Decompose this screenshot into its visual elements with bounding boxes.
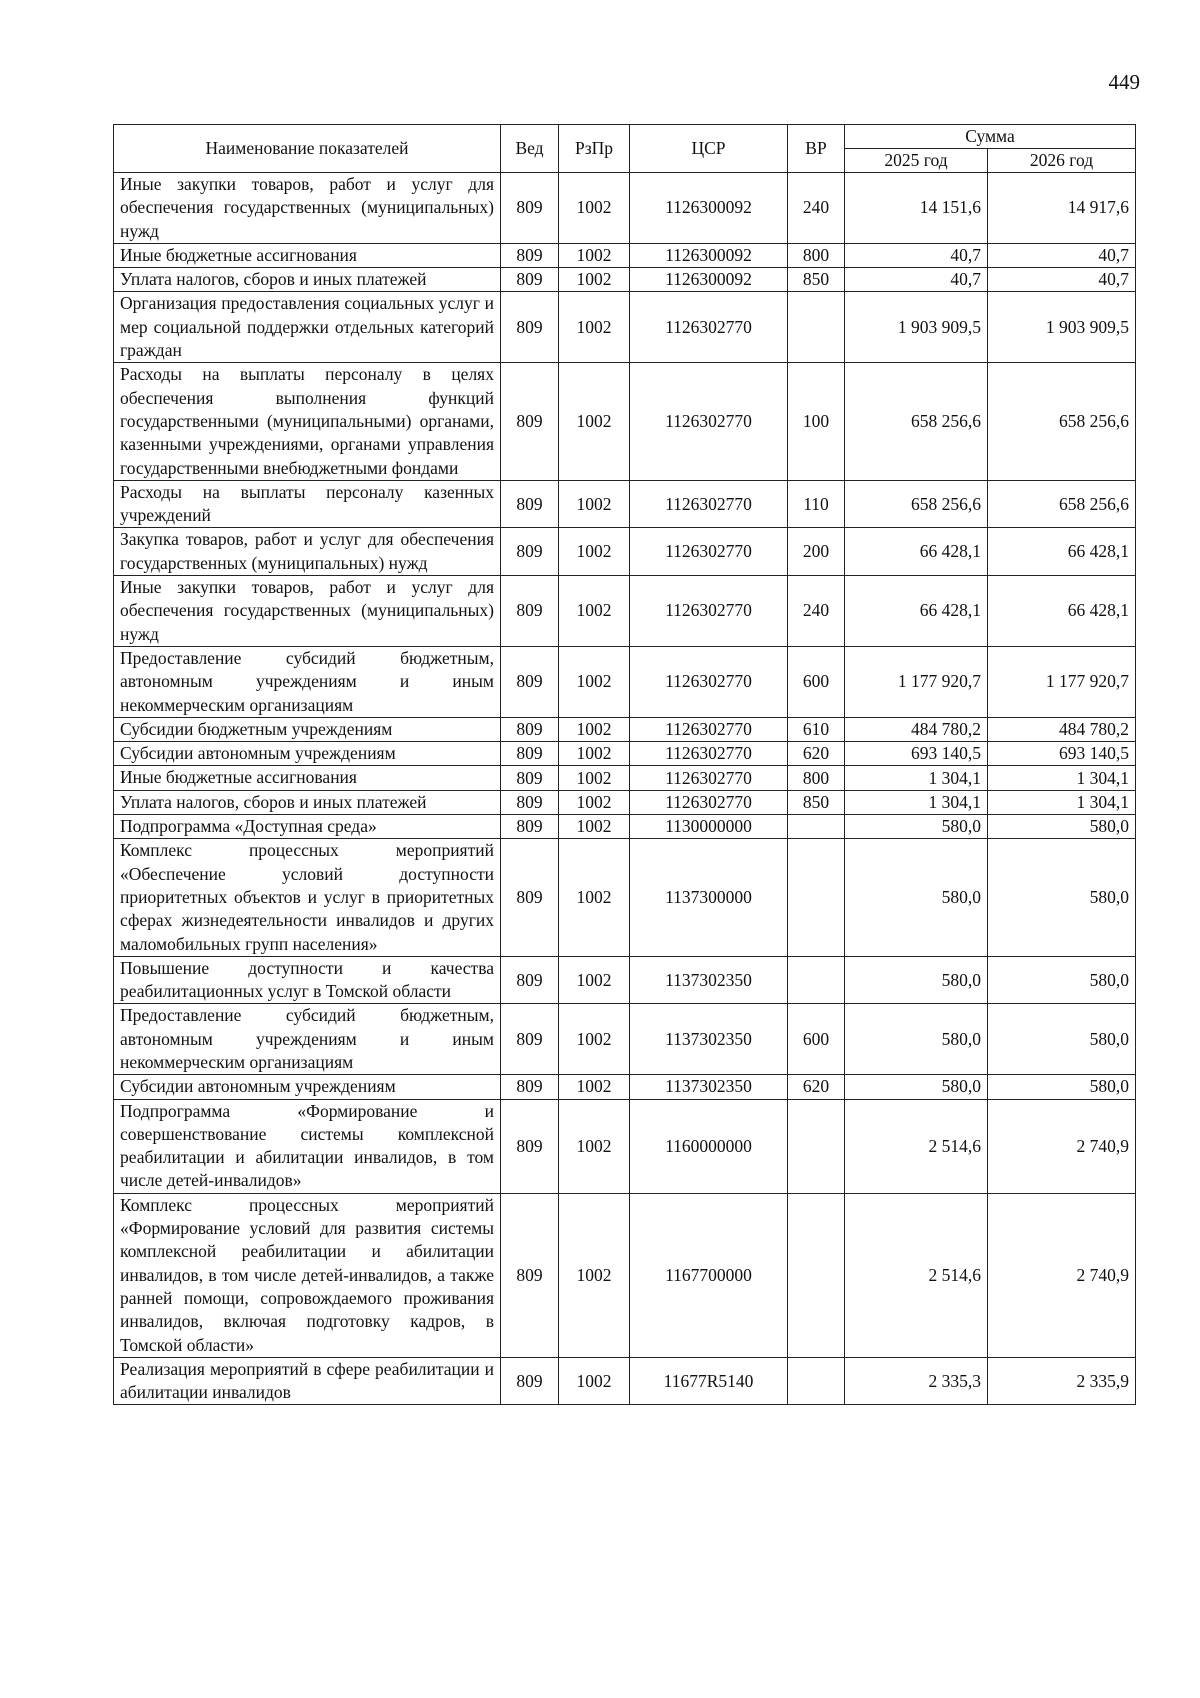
cell-rzpr: 1002 bbox=[559, 1075, 630, 1099]
cell-ved: 809 bbox=[501, 717, 559, 741]
cell-vr: 620 bbox=[788, 742, 845, 766]
cell-vr: 200 bbox=[788, 528, 845, 576]
table-body bbox=[114, 173, 1136, 1405]
table-row bbox=[114, 815, 1136, 839]
cell-sum-2025: 580,0 bbox=[845, 815, 988, 839]
cell-name: Подпрограмма «Формирование и совершенствование системы комплексной реабилитации и абилитации инвалидов, в том числе детей-инвалидов» bbox=[114, 1099, 501, 1193]
table-row bbox=[114, 528, 1136, 576]
cell-sum-2026: 1 304,1 bbox=[988, 790, 1136, 814]
cell-ved: 809 bbox=[501, 815, 559, 839]
cell-sum-2026: 658 256,6 bbox=[988, 480, 1136, 528]
page-number: 449 bbox=[1108, 70, 1140, 94]
cell-sum-2026: 2 740,9 bbox=[988, 1099, 1136, 1193]
cell-csr: 1126302770 bbox=[630, 646, 788, 717]
cell-rzpr: 1002 bbox=[559, 363, 630, 480]
cell-rzpr: 1002 bbox=[559, 1357, 630, 1405]
cell-sum-2025: 693 140,5 bbox=[845, 742, 988, 766]
cell-ved: 809 bbox=[501, 1357, 559, 1405]
cell-rzpr: 1002 bbox=[559, 1193, 630, 1357]
table-row bbox=[114, 1193, 1136, 1357]
cell-sum-2025: 66 428,1 bbox=[845, 528, 988, 576]
cell-name: Предоставление субсидий бюджетным, автономным учреждениям и иным некоммерческим организациям bbox=[114, 646, 501, 717]
header-ved: Вед bbox=[501, 125, 559, 173]
header-vr: ВР bbox=[788, 125, 845, 173]
cell-vr: 800 bbox=[788, 766, 845, 790]
cell-name: Подпрограмма «Доступная среда» bbox=[114, 815, 501, 839]
cell-vr: 610 bbox=[788, 717, 845, 741]
cell-ved: 809 bbox=[501, 243, 559, 267]
table-row bbox=[114, 839, 1136, 956]
cell-rzpr: 1002 bbox=[559, 1004, 630, 1075]
cell-sum-2026: 580,0 bbox=[988, 1075, 1136, 1099]
cell-sum-2025: 658 256,6 bbox=[845, 480, 988, 528]
table-row bbox=[114, 742, 1136, 766]
cell-sum-2025: 66 428,1 bbox=[845, 576, 988, 647]
cell-sum-2026: 2 740,9 bbox=[988, 1193, 1136, 1357]
cell-name: Повышение доступности и качества реабилитационных услуг в Томской области bbox=[114, 956, 501, 1004]
cell-csr: 1160000000 bbox=[630, 1099, 788, 1193]
cell-ved: 809 bbox=[501, 173, 559, 244]
table-row bbox=[114, 717, 1136, 741]
cell-csr: 1130000000 bbox=[630, 815, 788, 839]
cell-sum-2025: 2 514,6 bbox=[845, 1099, 988, 1193]
cell-rzpr: 1002 bbox=[559, 268, 630, 292]
cell-sum-2026: 1 304,1 bbox=[988, 766, 1136, 790]
cell-csr: 1126302770 bbox=[630, 790, 788, 814]
cell-csr: 1137302350 bbox=[630, 1004, 788, 1075]
cell-sum-2026: 484 780,2 bbox=[988, 717, 1136, 741]
cell-rzpr: 1002 bbox=[559, 956, 630, 1004]
cell-ved: 809 bbox=[501, 1193, 559, 1357]
cell-ved: 809 bbox=[501, 268, 559, 292]
cell-sum-2025: 580,0 bbox=[845, 839, 988, 956]
cell-rzpr: 1002 bbox=[559, 1099, 630, 1193]
cell-rzpr: 1002 bbox=[559, 790, 630, 814]
cell-sum-2025: 40,7 bbox=[845, 268, 988, 292]
cell-name: Расходы на выплаты персоналу казенных учреждений bbox=[114, 480, 501, 528]
cell-ved: 809 bbox=[501, 292, 559, 363]
cell-csr: 1126302770 bbox=[630, 766, 788, 790]
cell-csr: 1137302350 bbox=[630, 956, 788, 1004]
table-row bbox=[114, 243, 1136, 267]
cell-name: Иные бюджетные ассигнования bbox=[114, 766, 501, 790]
cell-name: Субсидии автономным учреждениям bbox=[114, 1075, 501, 1099]
cell-ved: 809 bbox=[501, 839, 559, 956]
table-row bbox=[114, 790, 1136, 814]
cell-rzpr: 1002 bbox=[559, 766, 630, 790]
cell-name: Субсидии автономным учреждениям bbox=[114, 742, 501, 766]
cell-sum-2025: 1 903 909,5 bbox=[845, 292, 988, 363]
cell-sum-2026: 580,0 bbox=[988, 839, 1136, 956]
cell-name: Уплата налогов, сборов и иных платежей bbox=[114, 268, 501, 292]
cell-vr bbox=[788, 956, 845, 1004]
cell-csr: 1126302770 bbox=[630, 480, 788, 528]
cell-rzpr: 1002 bbox=[559, 839, 630, 956]
cell-ved: 809 bbox=[501, 646, 559, 717]
cell-rzpr: 1002 bbox=[559, 717, 630, 741]
cell-vr: 850 bbox=[788, 790, 845, 814]
table-row bbox=[114, 173, 1136, 244]
cell-sum-2026: 66 428,1 bbox=[988, 576, 1136, 647]
cell-ved: 809 bbox=[501, 576, 559, 647]
cell-sum-2025: 1 177 920,7 bbox=[845, 646, 988, 717]
cell-vr: 100 bbox=[788, 363, 845, 480]
cell-sum-2026: 2 335,9 bbox=[988, 1357, 1136, 1405]
cell-vr: 240 bbox=[788, 576, 845, 647]
cell-sum-2025: 580,0 bbox=[845, 956, 988, 1004]
cell-ved: 809 bbox=[501, 790, 559, 814]
cell-rzpr: 1002 bbox=[559, 742, 630, 766]
cell-csr: 1126302770 bbox=[630, 292, 788, 363]
cell-ved: 809 bbox=[501, 1004, 559, 1075]
cell-csr: 1126300092 bbox=[630, 268, 788, 292]
cell-sum-2026: 40,7 bbox=[988, 268, 1136, 292]
cell-name: Комплекс процессных мероприятий «Формирование условий для развития системы комплексной реабилитации и абилитации инвалидов, в том числе детей-инвалидов, а также ранней помощи, сопровождаемого проживания инвалидов, включая подготовку кадров, в Томской области» bbox=[114, 1193, 501, 1357]
cell-sum-2025: 14 151,6 bbox=[845, 173, 988, 244]
cell-name: Комплекс процессных мероприятий «Обеспечение условий доступности приоритетных объектов и услуг в приоритетных сферах жизнедеятельности инвалидов и других маломобильных групп населения» bbox=[114, 839, 501, 956]
header-csr: ЦСР bbox=[630, 125, 788, 173]
cell-csr: 1126302770 bbox=[630, 717, 788, 741]
cell-name: Организация предоставления социальных услуг и мер социальной поддержки отдельных категорий граждан bbox=[114, 292, 501, 363]
cell-rzpr: 1002 bbox=[559, 646, 630, 717]
cell-csr: 1137300000 bbox=[630, 839, 788, 956]
table-row bbox=[114, 1004, 1136, 1075]
cell-name: Иные бюджетные ассигнования bbox=[114, 243, 501, 267]
cell-sum-2026: 580,0 bbox=[988, 1004, 1136, 1075]
table-row bbox=[114, 576, 1136, 647]
cell-vr bbox=[788, 1357, 845, 1405]
cell-rzpr: 1002 bbox=[559, 815, 630, 839]
cell-csr: 1126302770 bbox=[630, 363, 788, 480]
cell-csr: 1126302770 bbox=[630, 742, 788, 766]
cell-sum-2026: 580,0 bbox=[988, 956, 1136, 1004]
cell-name: Субсидии бюджетным учреждениям bbox=[114, 717, 501, 741]
table-row bbox=[114, 956, 1136, 1004]
budget-table bbox=[113, 124, 1136, 1405]
cell-sum-2026: 14 917,6 bbox=[988, 173, 1136, 244]
cell-vr bbox=[788, 1193, 845, 1357]
cell-sum-2025: 580,0 bbox=[845, 1075, 988, 1099]
cell-sum-2026: 1 903 909,5 bbox=[988, 292, 1136, 363]
cell-name: Иные закупки товаров, работ и услуг для обеспечения государственных (муниципальных) нужд bbox=[114, 173, 501, 244]
cell-rzpr: 1002 bbox=[559, 292, 630, 363]
cell-sum-2025: 2 335,3 bbox=[845, 1357, 988, 1405]
cell-rzpr: 1002 bbox=[559, 480, 630, 528]
cell-vr bbox=[788, 292, 845, 363]
header-name: Наименование показателей bbox=[114, 125, 501, 173]
table-row bbox=[114, 292, 1136, 363]
cell-ved: 809 bbox=[501, 480, 559, 528]
cell-ved: 809 bbox=[501, 742, 559, 766]
cell-csr: 1126302770 bbox=[630, 576, 788, 647]
cell-sum-2025: 580,0 bbox=[845, 1004, 988, 1075]
header-sum: Сумма bbox=[845, 125, 1136, 149]
cell-sum-2025: 658 256,6 bbox=[845, 363, 988, 480]
cell-vr: 600 bbox=[788, 646, 845, 717]
cell-vr bbox=[788, 1099, 845, 1193]
cell-name: Иные закупки товаров, работ и услуг для обеспечения государственных (муниципальных) нужд bbox=[114, 576, 501, 647]
table-row bbox=[114, 363, 1136, 480]
table-header bbox=[114, 125, 1136, 173]
cell-ved: 809 bbox=[501, 766, 559, 790]
table-row bbox=[114, 646, 1136, 717]
table-row bbox=[114, 480, 1136, 528]
cell-vr: 240 bbox=[788, 173, 845, 244]
cell-vr bbox=[788, 815, 845, 839]
table-row bbox=[114, 1357, 1136, 1405]
cell-sum-2026: 1 177 920,7 bbox=[988, 646, 1136, 717]
cell-name: Закупка товаров, работ и услуг для обеспечения государственных (муниципальных) нужд bbox=[114, 528, 501, 576]
table-row bbox=[114, 1075, 1136, 1099]
cell-csr: 11677R5140 bbox=[630, 1357, 788, 1405]
cell-sum-2026: 693 140,5 bbox=[988, 742, 1136, 766]
cell-ved: 809 bbox=[501, 528, 559, 576]
table-row bbox=[114, 1099, 1136, 1193]
cell-rzpr: 1002 bbox=[559, 576, 630, 647]
cell-sum-2026: 40,7 bbox=[988, 243, 1136, 267]
table-row bbox=[114, 268, 1136, 292]
header-year-2025: 2025 год bbox=[845, 149, 988, 173]
cell-sum-2025: 1 304,1 bbox=[845, 790, 988, 814]
header-rzpr: РзПр bbox=[559, 125, 630, 173]
cell-rzpr: 1002 bbox=[559, 243, 630, 267]
cell-sum-2025: 2 514,6 bbox=[845, 1193, 988, 1357]
cell-csr: 1126300092 bbox=[630, 243, 788, 267]
cell-rzpr: 1002 bbox=[559, 528, 630, 576]
table-row bbox=[114, 766, 1136, 790]
cell-vr: 800 bbox=[788, 243, 845, 267]
header-year-2026: 2026 год bbox=[988, 149, 1136, 173]
cell-sum-2026: 658 256,6 bbox=[988, 363, 1136, 480]
cell-sum-2026: 580,0 bbox=[988, 815, 1136, 839]
cell-csr: 1137302350 bbox=[630, 1075, 788, 1099]
cell-name: Уплата налогов, сборов и иных платежей bbox=[114, 790, 501, 814]
cell-name: Реализация мероприятий в сфере реабилитации и абилитации инвалидов bbox=[114, 1357, 501, 1405]
cell-ved: 809 bbox=[501, 956, 559, 1004]
cell-sum-2025: 40,7 bbox=[845, 243, 988, 267]
cell-vr: 620 bbox=[788, 1075, 845, 1099]
cell-vr: 110 bbox=[788, 480, 845, 528]
cell-csr: 1167700000 bbox=[630, 1193, 788, 1357]
cell-name: Предоставление субсидий бюджетным, автономным учреждениям и иным некоммерческим организациям bbox=[114, 1004, 501, 1075]
cell-csr: 1126302770 bbox=[630, 528, 788, 576]
cell-rzpr: 1002 bbox=[559, 173, 630, 244]
cell-vr: 600 bbox=[788, 1004, 845, 1075]
cell-csr: 1126300092 bbox=[630, 173, 788, 244]
cell-vr: 850 bbox=[788, 268, 845, 292]
cell-name: Расходы на выплаты персоналу в целях обеспечения выполнения функций государственными (муниципальными) органами, казенными учреждениями, органами управления государственными внебюджетными фондами bbox=[114, 363, 501, 480]
cell-ved: 809 bbox=[501, 1075, 559, 1099]
cell-sum-2025: 1 304,1 bbox=[845, 766, 988, 790]
cell-sum-2025: 484 780,2 bbox=[845, 717, 988, 741]
cell-sum-2026: 66 428,1 bbox=[988, 528, 1136, 576]
cell-ved: 809 bbox=[501, 1099, 559, 1193]
cell-vr bbox=[788, 839, 845, 956]
cell-ved: 809 bbox=[501, 363, 559, 480]
